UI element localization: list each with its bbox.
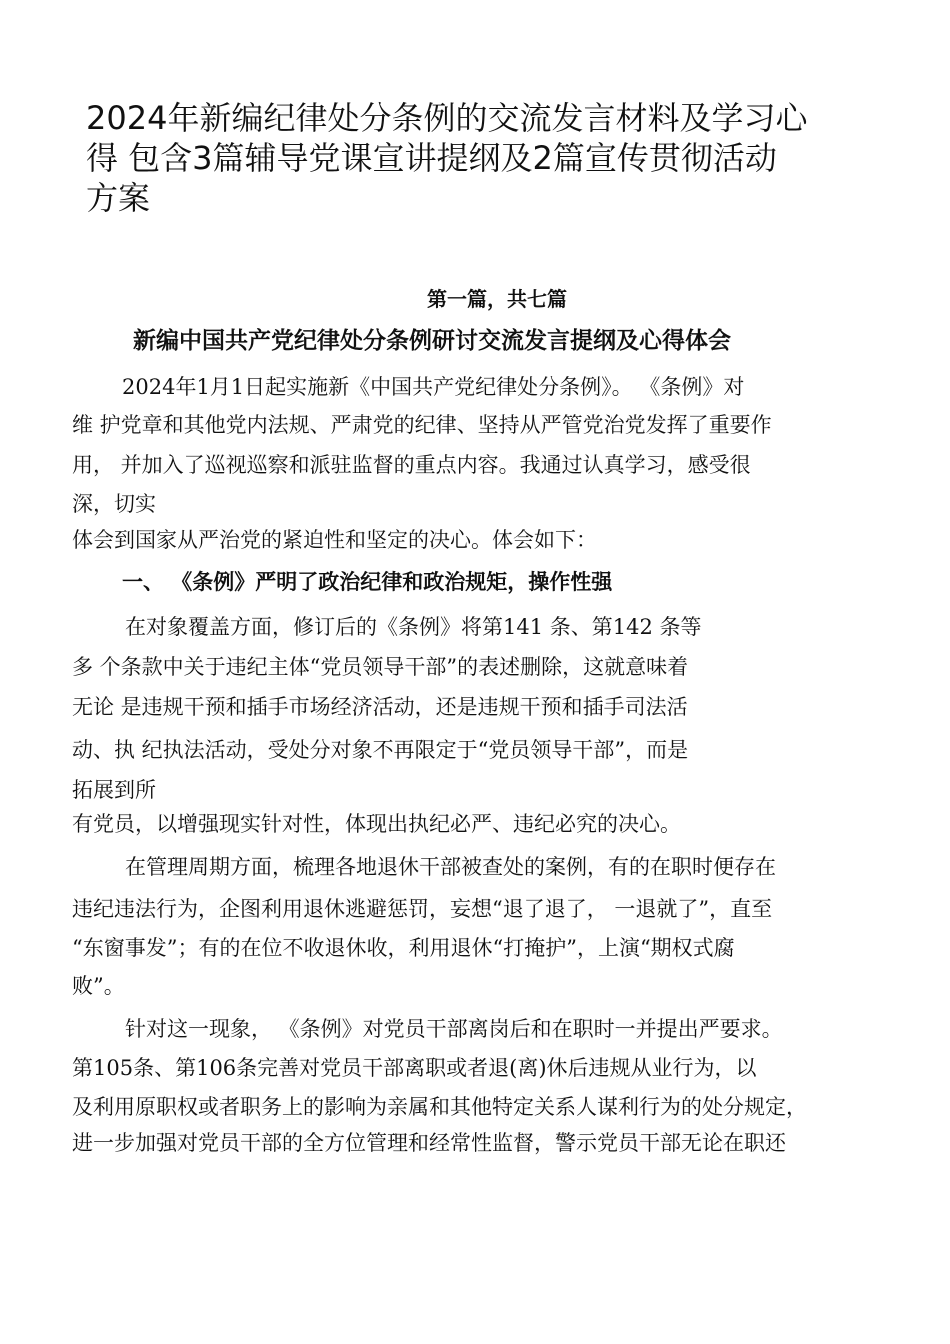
section-line: 多 个条款中关于违纪主体“党员领导干部”的表述删除，这就意味着 xyxy=(72,655,689,679)
document-title xyxy=(86,98,886,218)
section-line: 有党员，以增强现实针对性，体现出执纪必严、违纪必究的决心。 xyxy=(72,812,681,836)
title-line: 得 包含3篇辅导党课宣讲提纲及2篇宣传贯彻活动 xyxy=(86,139,777,177)
section-line: 动、执 纪执法活动，受处分对象不再限定于“党员领导干部”，而是 xyxy=(72,738,689,762)
section-line: 在管理周期方面，梳理各地退休干部被查处的案例，有的在职时便存在 xyxy=(125,855,776,879)
section-line: 败”。 xyxy=(72,974,125,998)
section-line: 进一步加强对党员干部的全方位管理和经常性监督，警示党员干部无论在职还 xyxy=(72,1131,786,1155)
part-label: 第一篇，共七篇 xyxy=(427,287,567,311)
body-line: 用， 并加入了巡视巡察和派驻监督的重点内容。我通过认真学习，感受很 xyxy=(72,453,751,477)
article-title: 新编中国共产党纪律处分条例研讨交流发言提纲及心得体会 xyxy=(133,328,731,354)
section-line: 违纪违法行为，企图利用退休逃避惩罚，妄想“退了退了， 一退就了”，直至 xyxy=(72,897,773,921)
body-line: 深，切实 xyxy=(72,492,156,516)
title-line: 2024年新编纪律处分条例的交流发言材料及学习心 xyxy=(86,99,808,137)
section-line: 无论 是违规干预和插手市场经济活动，还是违规干预和插手司法活 xyxy=(72,695,688,719)
title-line: 方案 xyxy=(86,179,151,217)
section-line: 第105条、第106条完善对党员干部离职或者退(离)休后违规从业行为，以 xyxy=(72,1056,757,1080)
section-line: 在对象覆盖方面，修订后的《条例》将第141 条、第142 条等 xyxy=(125,615,702,639)
section-line: 针对这一现象， 《条例》对党员干部离岗后和在职时一并提出严要求。 xyxy=(125,1017,783,1041)
section-line: 拓展到所 xyxy=(72,778,156,802)
section-heading: 一、 《条例》严明了政治纪律和政治规矩，操作性强 xyxy=(122,570,613,594)
section-line: “东窗事发”；有的在位不收退休收，利用退休“打掩护”，上演“期权式腐 xyxy=(72,936,735,960)
section-line: 及利用原职权或者职务上的影响为亲属和其他特定关系人谋利行为的处分规定， xyxy=(72,1095,807,1119)
body-line: 体会到国家从严治党的紧迫性和坚定的决心。体会如下： xyxy=(72,528,597,552)
body-line: 维 护党章和其他党内法规、严肃党的纪律、坚持从严管党治党发挥了重要作 xyxy=(72,413,772,437)
body-line: 2024年1月1日起实施新《中国共产党纪律处分条例》。 《条例》对 xyxy=(122,375,745,399)
